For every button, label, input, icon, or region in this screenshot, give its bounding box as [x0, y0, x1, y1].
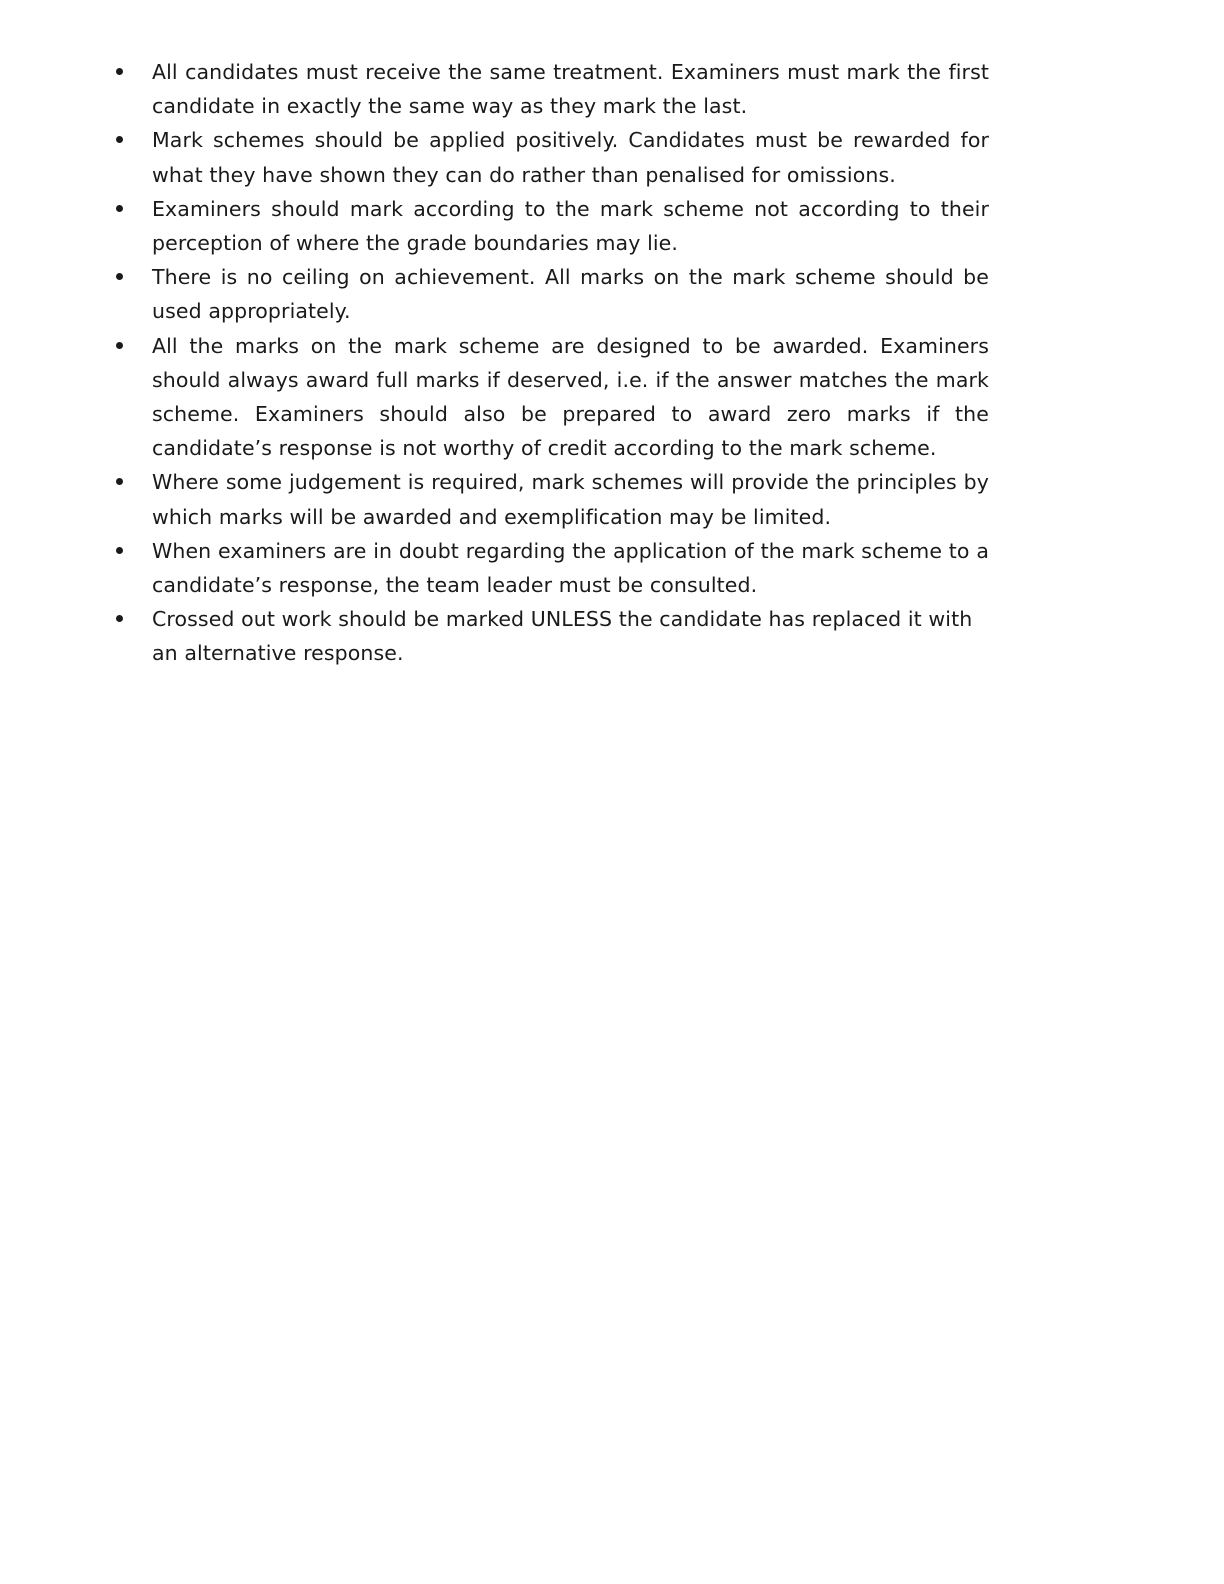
- list-item-text: There is no ceiling on achievement. All marks on the mark scheme should be used appropriately.: [152, 265, 989, 324]
- list-item-text: When examiners are in doubt regarding the application of the mark scheme to a candidate’s response, the team leader must be consulted.: [152, 538, 989, 598]
- bullet-icon: [116, 68, 123, 75]
- list-item: [107, 534, 989, 602]
- list-item: [107, 260, 989, 328]
- bullet-icon: [116, 478, 123, 485]
- list-item-text: Where some judgement is required, mark schemes will provide the principles by which marks will be awarded and exemplification may be limited.: [152, 470, 989, 529]
- list-item-text: Examiners should mark according to the mark scheme not according to their perception of where the grade boundaries may lie.: [152, 196, 989, 256]
- list-item: [107, 602, 989, 670]
- marking-guidance-list: [107, 55, 989, 671]
- list-item: [107, 55, 989, 123]
- list-item-text: All candidates must receive the same treatment. Examiners must mark the first candidate in exactly the same way as they mark the last.: [152, 60, 989, 119]
- bullet-icon: [116, 273, 123, 280]
- bullet-icon: [116, 342, 123, 349]
- list-item: [107, 329, 989, 466]
- bullet-icon: [116, 615, 123, 622]
- list-item: [107, 123, 989, 191]
- bullet-icon: [116, 205, 123, 212]
- list-item-text: Mark schemes should be applied positively. Candidates must be rewarded for what they have shown they can do rather than penalised for omissions.: [152, 128, 989, 187]
- list-item-text: All the marks on the mark scheme are designed to be awarded. Examiners should always award full marks if deserved, i.e. if the answer matches the mark scheme. Examiners should also be prepared to award zero marks if the candidate’s response is not worthy of credit according to the mark scheme.: [152, 333, 989, 461]
- bullet-icon: [116, 136, 123, 143]
- bullet-icon: [116, 547, 123, 554]
- list-item: [107, 465, 989, 533]
- list-item: [107, 192, 989, 260]
- list-item-text: Crossed out work should be marked UNLESS the candidate has replaced it with an alternative response.: [152, 607, 973, 666]
